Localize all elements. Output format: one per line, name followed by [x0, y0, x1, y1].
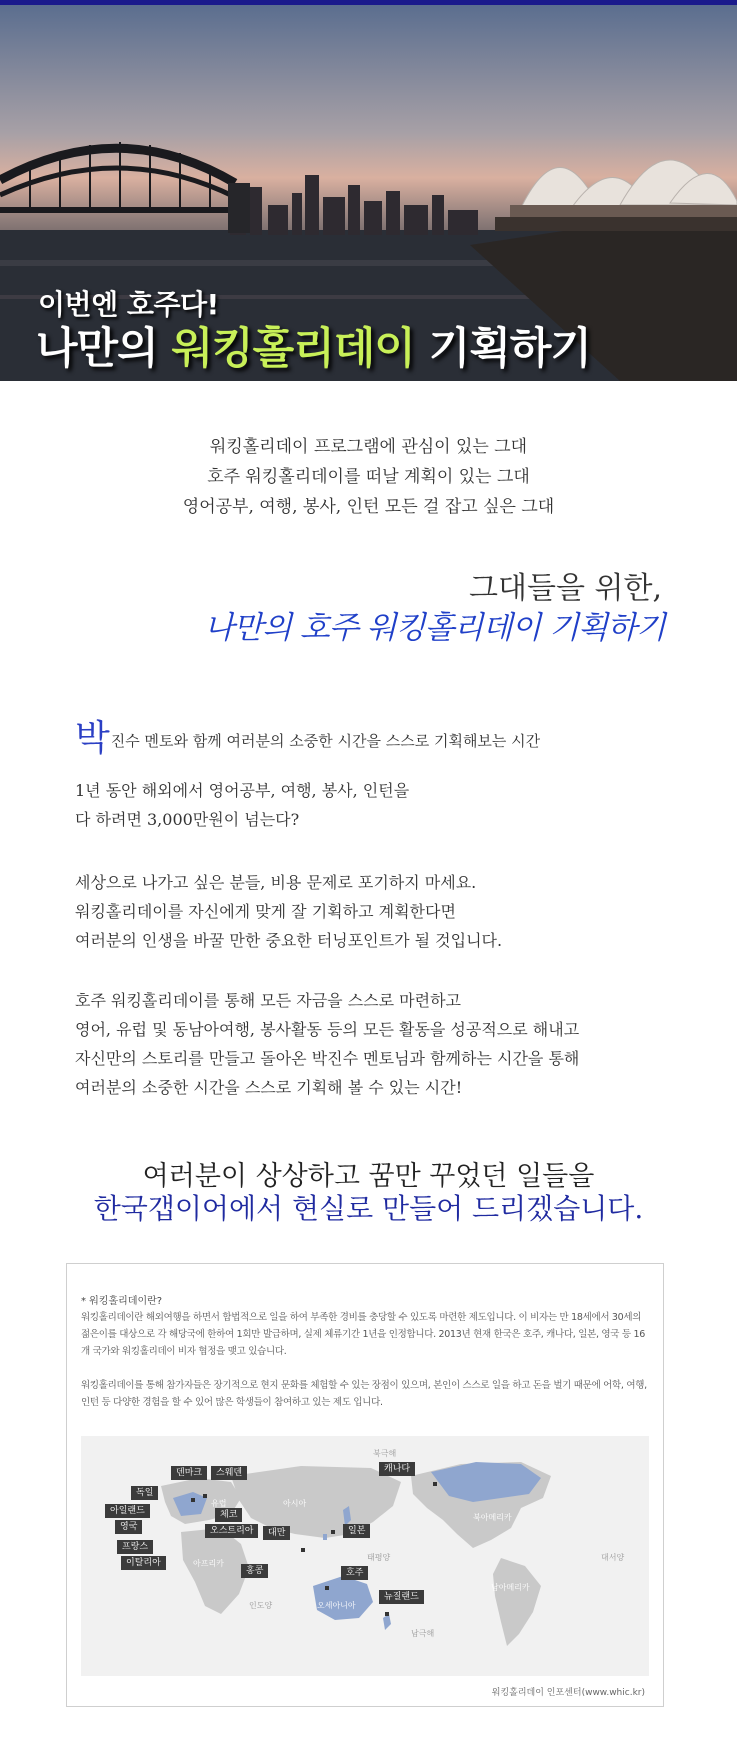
paragraph-line: 세상으로 나가고 싶은 분들, 비용 문제로 포기하지 마세요.	[75, 873, 477, 892]
map-label-pacific: 태평양	[367, 1553, 391, 1562]
world-map	[81, 1436, 649, 1676]
paragraph-line: 1년 동안 해외에서 영어공부, 여행, 봉사, 인턴을	[75, 781, 410, 800]
country-tag-denmark: 덴마크	[171, 1466, 207, 1480]
info-title: * 워킹홀리데이란?	[81, 1296, 163, 1307]
info-paragraph: 워킹홀리데이를 통해 참가자들은 장기적으로 현지 문화를 체험할 수 있는 장점이 있으며, 본인이 스스로 일을 하고 돈을 벌기 때문에 어학, 여행, 인턴 등 다양한 경험을 할 수 있어 많은 학생들이 참여하고 있는 제도 입니다.	[81, 1380, 647, 1408]
paragraph-line: 자신만의 스토리를 만들고 돌아온 박진수 멘토님과 함께하는 시간을 통해	[75, 1049, 580, 1068]
map-label-asia: 아시아	[283, 1499, 307, 1508]
country-tag-france: 프랑스	[117, 1540, 153, 1554]
map-label-africa: 아프리카	[193, 1559, 224, 1568]
country-tag-czech: 체코	[215, 1508, 242, 1522]
country-tag-uk: 영국	[115, 1520, 142, 1534]
lead-initial: 박	[75, 718, 110, 759]
intro-line: 영어공부, 여행, 봉사, 인턴 모든 걸 잡고 싶은 그대	[182, 497, 555, 517]
script-title: 나만의 호주 워킹홀리데이 기획하기	[204, 610, 665, 646]
paragraph-line: 영어, 유럽 및 동남아여행, 봉사활동 등의 모든 활동을 성공적으로 해내고	[75, 1020, 580, 1039]
paragraph-encourage	[75, 868, 502, 955]
map-label-atlantic: 대서양	[601, 1553, 625, 1562]
info-body	[81, 1309, 651, 1411]
map-label-north-america: 북아메리카	[473, 1513, 512, 1522]
country-tag-newzealand: 뉴질랜드	[379, 1590, 424, 1604]
map-marker	[331, 1530, 335, 1534]
world-map-shapes	[81, 1436, 649, 1676]
country-tag-germany: 독일	[131, 1486, 158, 1500]
map-marker	[191, 1498, 195, 1502]
info-source: 워킹홀리데이 인포센터(www.whic.kr)	[491, 1688, 645, 1698]
paragraph-line: 여러분의 인생을 바꿀 만한 중요한 터닝포인트가 될 것입니다.	[75, 931, 503, 950]
map-label-indian-ocean: 인도양	[249, 1601, 273, 1610]
country-tag-sweden: 스웨덴	[211, 1466, 247, 1480]
hero-title-post: 기획하기	[414, 324, 591, 374]
paragraph-line: 워킹홀리데이를 자신에게 맞게 잘 기획하고 계획한다면	[75, 902, 456, 921]
map-marker	[325, 1586, 329, 1590]
map-label-south-america: 남아메리카	[491, 1583, 530, 1592]
hero-banner	[0, 5, 737, 381]
closing-line-1: 여러분이 상상하고 꿈만 꾸었던 일들을	[142, 1161, 595, 1192]
intro-line: 호주 워킹홀리데이를 떠날 계획이 있는 그대	[207, 467, 530, 487]
country-tag-hongkong: 홍콩	[241, 1564, 268, 1578]
map-marker	[203, 1494, 207, 1498]
map-label-oceania: 오세아니아	[317, 1601, 356, 1610]
closing-line-2: 한국갭이어에서 현실로 만들어 드리겠습니다.	[93, 1192, 644, 1225]
map-marker	[433, 1482, 437, 1486]
country-tag-taiwan: 대만	[263, 1526, 290, 1540]
map-marker	[301, 1548, 305, 1552]
map-marker	[385, 1612, 389, 1616]
info-paragraph: 워킹홀리데이란 해외여행을 하면서 합법적으로 일을 하여 부족한 경비를 충당할 수 있도록 마련한 제도입니다. 이 비자는 만 18세에서 30세의 젊은이를 대상으로 각 해당국에 한하여 1회만 발급하며, 실제 체류기간 1년을 인정합니다. 2013년 현재 한국은 호주, 캐나다, 일본, 영국 등 16개 국가와 워킹홀리데이 비자 협정을 맺고 있습니다.	[81, 1312, 645, 1357]
country-tag-australia: 호주	[341, 1566, 368, 1580]
hero-subtitle: 이번엔 호주다!	[38, 288, 219, 321]
paragraph-line: 여러분의 소중한 시간을 스스로 기획해 볼 수 있는 시간!	[75, 1078, 463, 1097]
hero-title-pre: 나만의	[36, 324, 172, 374]
hero-title	[36, 315, 591, 376]
country-tag-ireland: 아일랜드	[105, 1504, 150, 1518]
working-holiday-info-box	[66, 1263, 664, 1707]
paragraph-line: 다 하려면 3,000만원이 넘는다?	[75, 810, 300, 829]
for-you-heading: 그대들을 위한,	[469, 571, 662, 606]
country-tag-japan: 일본	[343, 1524, 370, 1538]
lead-rest: 진수 멘토와 함께 여러분의 소중한 시간을 스스로 기획해보는 시간	[110, 732, 541, 750]
paragraph-cost	[75, 776, 409, 834]
intro-line: 워킹홀리데이 프로그램에 관심이 있는 그대	[209, 437, 528, 457]
country-tag-italy: 이탈리아	[121, 1556, 166, 1570]
map-label-arctic: 북극해	[373, 1449, 397, 1458]
intro-lines	[0, 432, 737, 522]
paragraph-mentor	[75, 986, 579, 1102]
paragraph-line: 호주 워킹홀리데이를 통해 모든 자금을 스스로 마련하고	[75, 991, 462, 1010]
map-label-antarctic: 남극해	[411, 1629, 435, 1638]
hero-title-highlight: 워킹홀리데이	[171, 324, 415, 374]
lead-sentence	[75, 710, 540, 761]
map-label-europe: 유럽	[211, 1499, 227, 1508]
country-tag-austria: 오스트리아	[205, 1524, 258, 1538]
country-tag-canada: 캐나다	[379, 1462, 415, 1476]
